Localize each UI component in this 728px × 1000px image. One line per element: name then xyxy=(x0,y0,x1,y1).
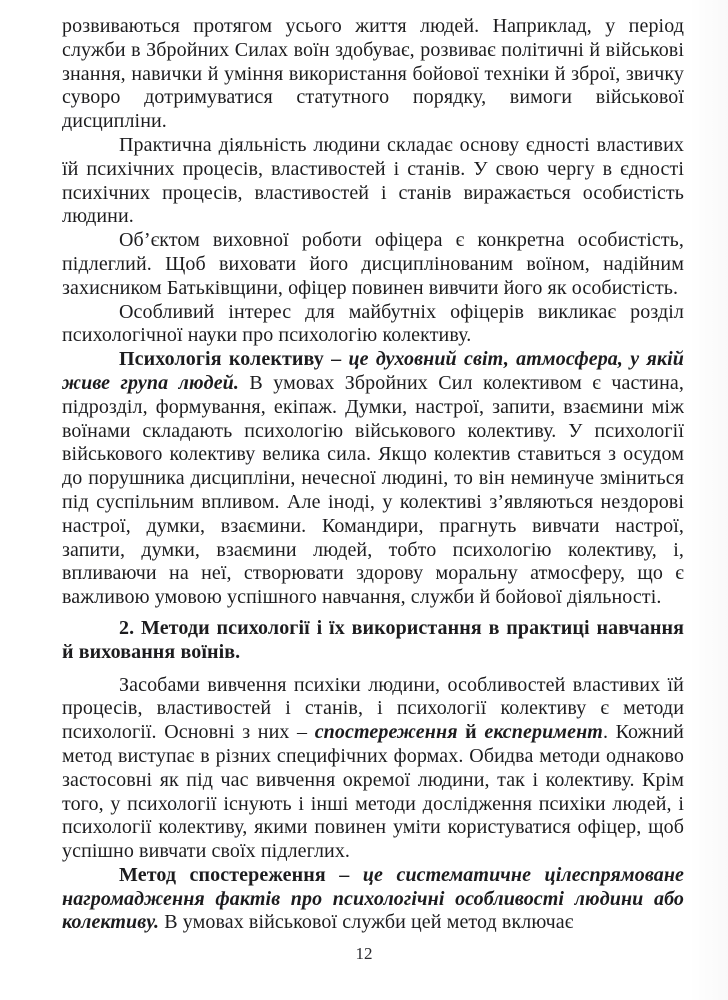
page-text xyxy=(62,15,684,935)
text-run: 2. Методи психології і їх використання в практиці навчання й виховання воїнів. xyxy=(62,616,684,663)
text-run: Метод спостереження – xyxy=(119,863,363,886)
text-run: В умовах Збройних Сил колективом є частина, підрозділ, формування, екіпаж. Думки, настрої, запити, взаємини між воїнами складають психологію військового колективу. У психології військового колективу велика сила. Якщо колектив ставиться з осудом до порушника дисципліни, нечесної людині, то він неминуче зміниться під суспільним впливом. Але іноді, у колективі з’являються нездорові настрої, думки, взаємини. Командири, прагнуть вивчати настрої, запити, думки, взаємини людей, тобто психологію колективу, і, впливаючи на неї, створювати здорову моральну атмосферу, що є важливою умовою успішного навчання, служби й бойової діяльності. xyxy=(62,371,684,609)
paragraph-4 xyxy=(62,301,684,349)
paragraph-1 xyxy=(62,15,684,134)
paragraph-5 xyxy=(62,348,684,610)
text-run: спостереження xyxy=(314,721,458,744)
section-heading xyxy=(62,617,684,665)
text-run: це систематичне цілеспрямоване нагромадження фактів про психологічні особливості людини або колективу. xyxy=(62,863,684,934)
text-run: В умовах військової служби цей метод включає xyxy=(159,911,574,934)
page-footer xyxy=(0,944,728,964)
paragraph-8 xyxy=(62,864,684,935)
paragraph-2 xyxy=(62,134,684,229)
paragraph-3 xyxy=(62,229,684,300)
text-run: й xyxy=(457,721,485,744)
text-run: розвиваються протягом усього життя людей. Наприклад, у період служби в Збройних Силах воїн здобуває, розвиває політичні й військові знання, навички й уміння використання бойової техніки й зброї, звичку суворо дотримуватися статутного порядку, вимоги військової дисципліни. xyxy=(62,15,684,133)
text-run: Практична діяльність людини складає основу єдності властивих їй психічних процесів, властивостей і станів. У свою чергу в єдності психічних процесів, властивостей і станів виражається особистість людини. xyxy=(62,133,684,228)
text-run: Психологія колективу – xyxy=(119,348,349,371)
text-run: Об’єктом виховної роботи офіцера є конкретна особистість, підлеглий. Щоб виховати його дисциплінованим воїном, надійним захисником Батьківщини, офіцер повинен вивчити його як особистість. xyxy=(62,229,684,299)
text-run: експеримент xyxy=(484,721,603,744)
paragraph-7 xyxy=(62,674,684,864)
text-run: Засобами вивчення психіки людини, особливостей властивих їй процесів, властивостей і станів, і психології колективу є методи психології. Основні з них – xyxy=(62,673,684,744)
text-run: . Кожний метод виступає в різних специфічних формах. Обидва методи однаково застосовні як під час вивчення окремої людини, так і колективу. Крім того, у психології існують і інші методи дослідження психіки людей, і психології колективу, якими повинен уміти користуватися офіцер, щоб успішно вивчати своїх підлеглих. xyxy=(62,721,684,863)
text-run: Особливий інтерес для майбутніх офіцерів викликає розділ психологічної науки про психологію колективу. xyxy=(62,300,684,347)
page-number: 12 xyxy=(355,944,373,963)
text-run: це духовний світ, атмосфера, у якій живе група людей. xyxy=(62,348,685,394)
